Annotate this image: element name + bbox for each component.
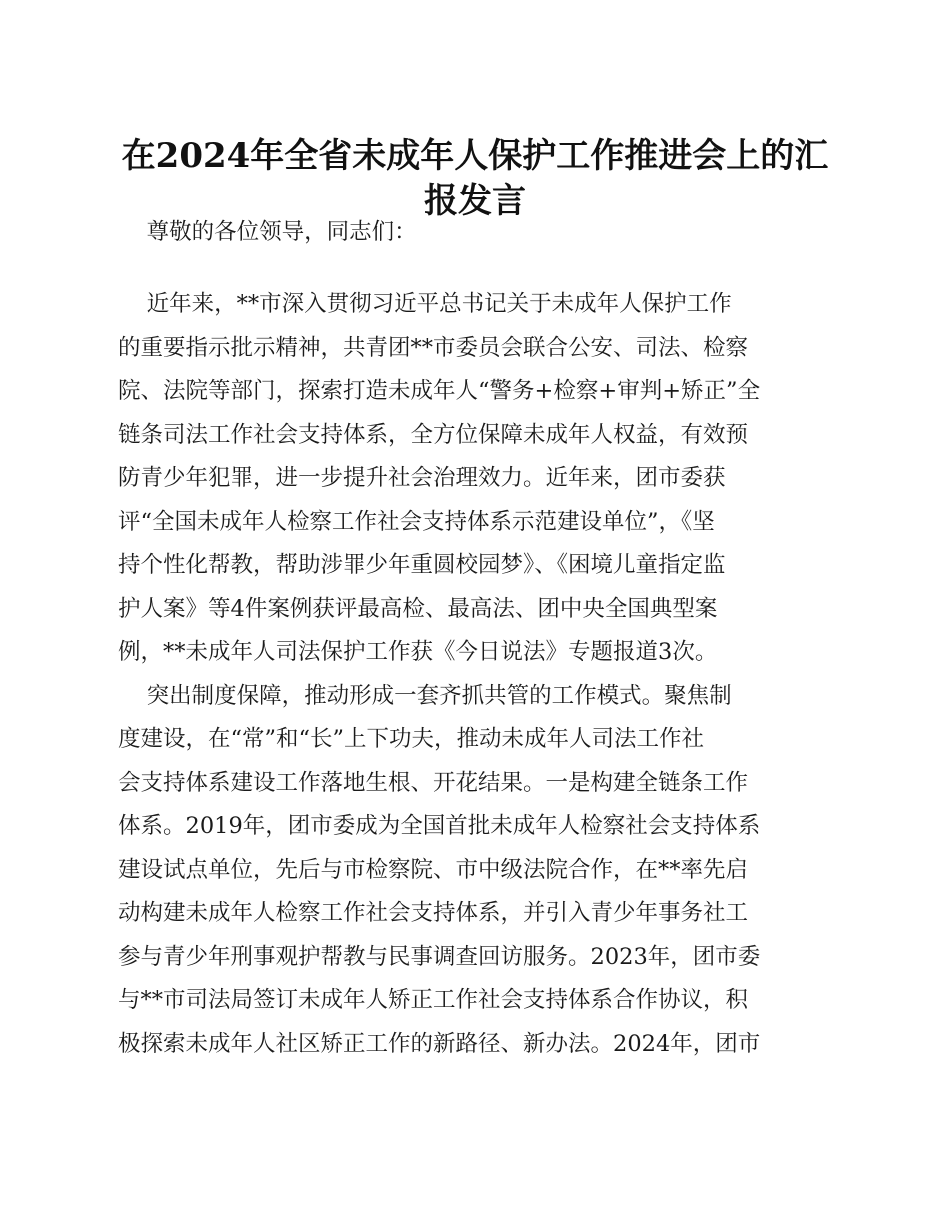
body-line: 突出制度保障，推动形成一套齐抓共管的工作模式。聚焦制	[118, 683, 732, 709]
body-line: 持个性化帮教，帮助涉罪少年重圆校园梦》、《困境儿童指定监	[118, 552, 726, 578]
body-line: 与**市司法局签订未成年人矫正工作社会支持体系合作协议，积	[118, 987, 749, 1013]
body-line: 会支持体系建设工作落地生根、开花结果。一是构建全链条工作	[118, 770, 749, 796]
title-line-1: 在2024年全省未成年人保护工作推进会上的汇	[121, 136, 829, 176]
body-line: 尊敬的各位领导，同志们：	[118, 219, 417, 245]
body-line: 的重要指示批示精神，共青团**市委员会联合公安、司法、检察	[118, 335, 749, 361]
body-line: 护人案》等4件案例获评最高检、最高法、团中央全国典型案	[118, 596, 718, 622]
body-line: 链条司法工作社会支持体系，全方位保障未成年人权益，有效预	[118, 422, 749, 448]
body-line: 参与青少年刑事观护帮教与民事调查回访服务。2023年，团市委	[118, 944, 761, 970]
body-line: 院、法院等部门，探索打造未成年人“警务+检察+审判+矫正”全	[118, 378, 761, 404]
body-line: 例，**未成年人司法保护工作获《今日说法》专题报道3次。	[118, 639, 718, 665]
body-line: 体系。2019年，团市委成为全国首批未成年人检察社会支持体系	[118, 813, 761, 839]
body-line: 评“全国未成年人检察工作社会支持体系示范建设单位”，《坚	[118, 509, 715, 535]
body-line: 近年来，**市深入贯彻习近平总书记关于未成年人保护工作	[118, 291, 732, 317]
body-line: 建设试点单位，先后与市检察院、市中级法院合作，在**率先启	[118, 857, 749, 883]
title-line-2: 报发言	[424, 181, 526, 221]
document-title	[118, 134, 832, 224]
body-line: 动构建未成年人检察工作社会支持体系，并引入青少年事务社工	[118, 900, 749, 926]
body-line: 极探索未成年人社区矫正工作的新路径、新办法。2024年，团市	[118, 1031, 761, 1057]
body-line: 防青少年犯罪，进一步提升社会治理效力。近年来，团市委获	[118, 465, 726, 491]
body-line: 度建设，在“常”和“长”上下功夫，推动未成年人司法工作社	[118, 726, 705, 752]
